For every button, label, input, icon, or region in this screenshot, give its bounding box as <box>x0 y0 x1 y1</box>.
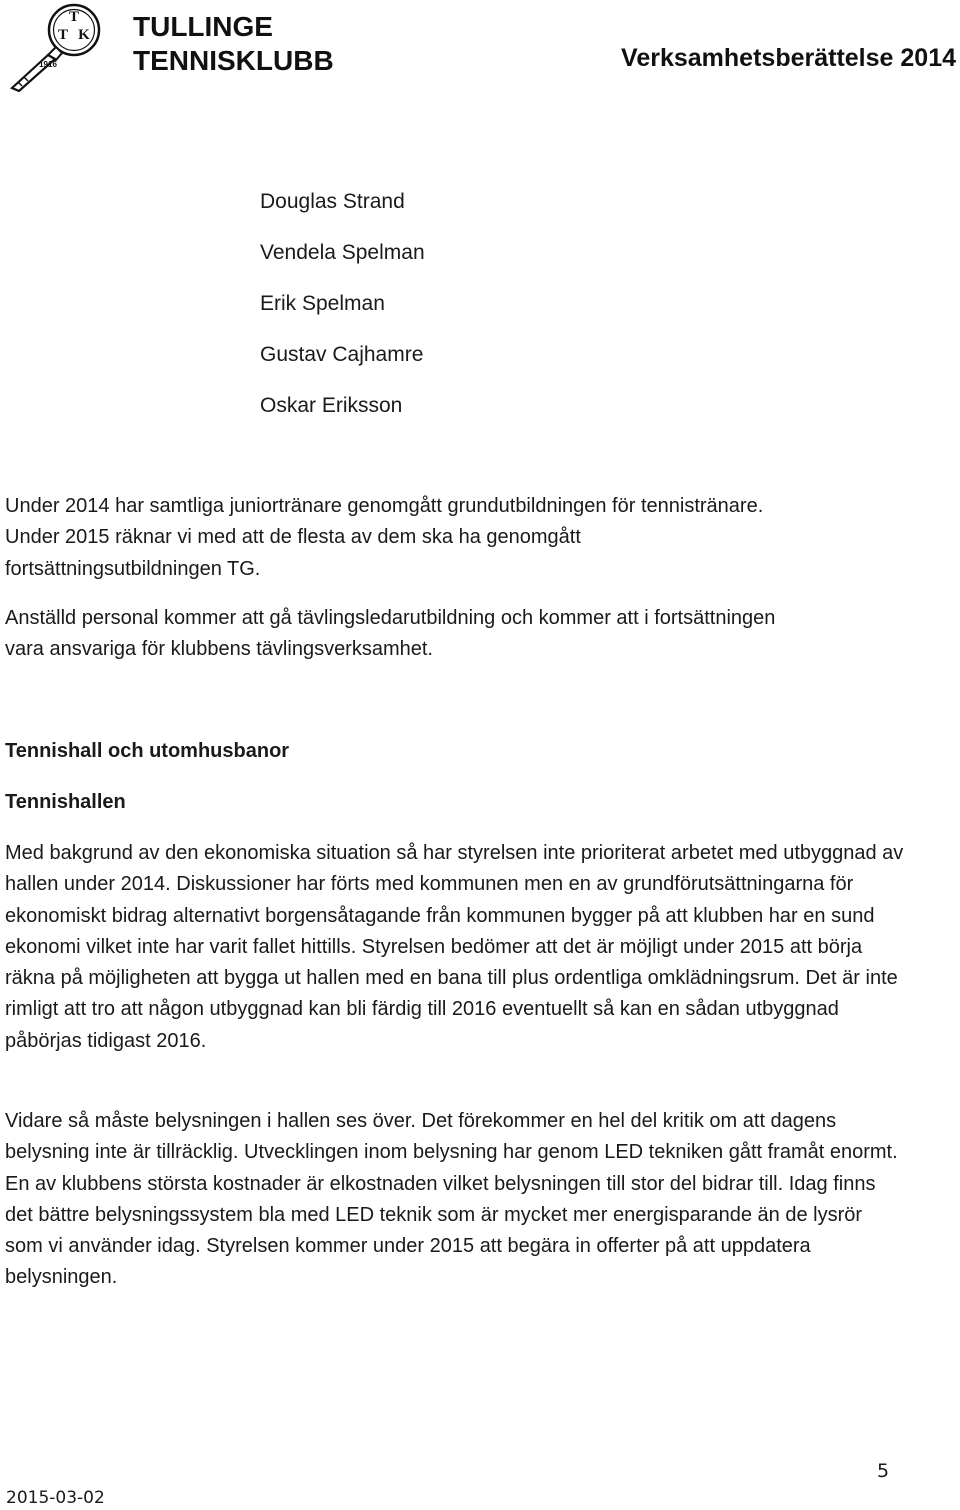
section-heading: Tennishall och utomhusbanor <box>5 740 290 762</box>
logo-letter-left: T <box>57 27 69 43</box>
name-list <box>260 186 425 441</box>
logo-letter-right: K <box>78 27 90 43</box>
training-paragraph: Under 2014 har samtliga juniortränare genomgått grundutbildningen för tennistränare. Under 2015 räknar vi med att de flesta av dem ska ha genomgått fortsättningsutbildningen TG. <box>5 495 764 580</box>
staff-paragraph: Anställd personal kommer att gå tävlingsledarutbildning och kommer att i fortsättningen vara ansvariga för klubbens tävlingsverksamhet. <box>5 607 776 661</box>
name-list-item: Gustav Cajhamre <box>260 343 424 366</box>
lighting-paragraph: Vidare så måste belysningen i hallen ses över. Det förekommer en hel del kritik om att dagens belysning inte är tillräcklig. Utvecklingen inom belysning har genom LED tekniken gått framåt enormt. En av klubbens största kostnader är elkostnaden vilket belysningen till stor del bidrar till. Idag finns det bättre belysningssystem bla med LED teknik som är mycket mer energisparande än de lysrör som vi använder idag. Styrelsen kommer under 2015 att begära in offerter på att uppdatera belysningen. <box>5 1110 898 1289</box>
logo-letter-top: T <box>68 9 80 25</box>
club-logo <box>4 2 104 92</box>
hall-expansion-paragraph: Med bakgrund av den ekonomiska situation så har styrelsen inte prioriterat arbetet med utbyggnad av hallen under 2014. Diskussioner har förts med kommunen men en av grundförutsättningarna för ekonomiskt bidrag alternativt borgensåtagande från kommunen bygger på att klubben har en sund ekonomi vilket inte har varit fallet hittills. Styrelsen bedömer att det är möjligt under 2015 att börja räkna på möjligheten att bygga ut hallen med en bana till plus ordentliga omklädningsrum. Det är inte rimligt att tro att någon utbyggnad kan bli färdig till 2016 eventuellt så kan en sådan utbyggnad påbörjas tidigast 2016. <box>5 842 904 1052</box>
tennis-racket-logo-icon <box>4 2 104 92</box>
club-name-line-1: TULLINGE <box>133 11 273 42</box>
club-name-line-2: TENNISKLUBB <box>133 45 334 76</box>
name-list-item: Erik Spelman <box>260 292 385 315</box>
report-title: Verksamhetsberättelse 2014 <box>621 44 956 72</box>
club-name <box>133 10 334 78</box>
page-number: 5 <box>877 1460 890 1482</box>
name-list-item: Douglas Strand <box>260 190 405 213</box>
name-list-item: Oskar Eriksson <box>260 394 403 417</box>
logo-year: 1916 <box>39 60 57 69</box>
name-list-item: Vendela Spelman <box>260 241 425 264</box>
subsection-heading: Tennishallen <box>5 791 126 813</box>
footer-date: 2015-03-02 <box>6 1488 105 1508</box>
